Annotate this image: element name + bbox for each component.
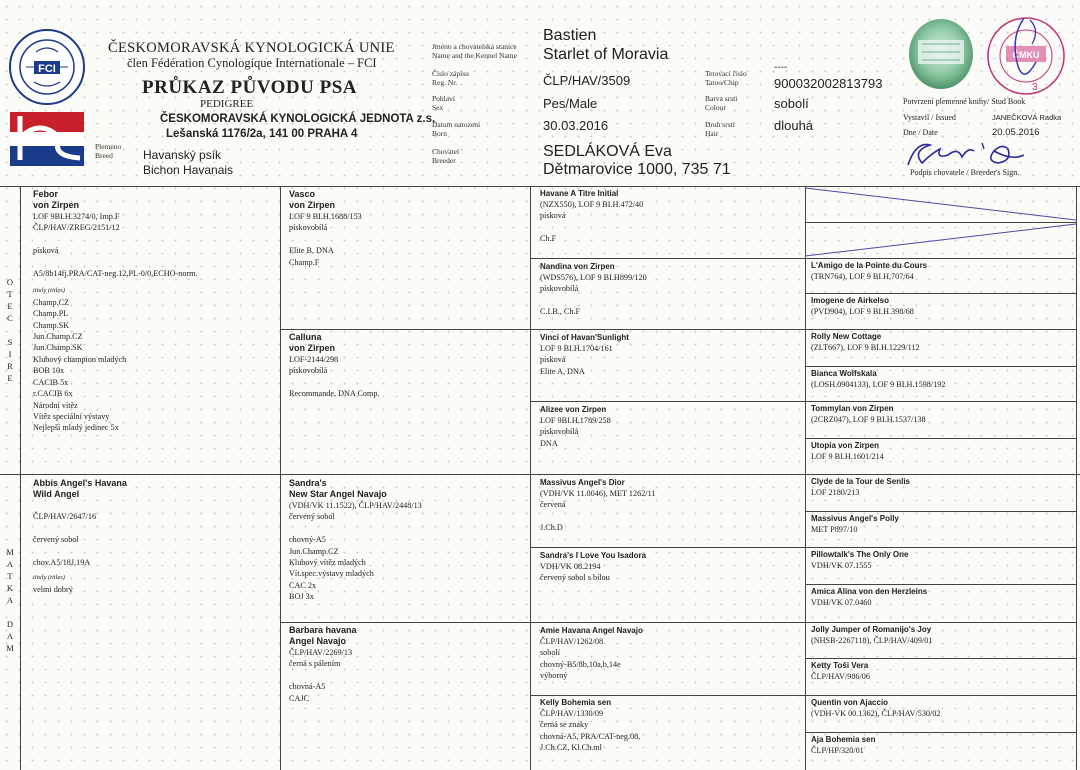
sire-side-letter: O	[6, 277, 14, 287]
ancestor-name: Massivus Angel's Polly	[811, 514, 899, 523]
dam-side-letter: M	[6, 547, 14, 557]
ancestor-name: Jolly Jumper of Romanijo's Joy	[811, 625, 932, 634]
ancestor-sdss	[811, 332, 1073, 365]
page-title: PRŮKAZ PŮVODU PSA	[142, 77, 358, 98]
org2-address: Lešanská 1176/2a, 141 00 PRAHA 4	[166, 128, 358, 140]
ancestor-details: (PVD904), LOF 9 BI.H.398/68	[811, 307, 914, 316]
dog-kennel: Starlet of Moravia	[543, 46, 669, 63]
ancestor-name: Aja Bohemia sen	[811, 735, 876, 744]
pedigree-grid	[0, 186, 1080, 770]
ancestor-name: Nandina von Zirpen	[540, 262, 615, 271]
breeder-sign-label: Podpis chovatele / Breeder's Sign.	[910, 168, 1020, 177]
ancestor-sss	[540, 189, 802, 257]
ancestor-details: (WDS576), LOF 9 BI.H899/120 pískovobílá C.I.B., Ch.F	[540, 273, 647, 317]
page-subtitle: PEDIGREE	[200, 98, 254, 110]
ancestor-name: Bianca Wolfskala	[811, 369, 877, 378]
ancestor-dsd	[540, 551, 802, 621]
studbook-confirm-label: Potvrzení plemenné knihy/ Stud Book	[903, 97, 1026, 106]
ancestor-dds	[540, 626, 802, 694]
dam-titles-label: tituly (titles)	[33, 574, 65, 582]
ancestor-sdds	[811, 404, 1073, 437]
fci-logo	[8, 28, 86, 106]
ancestor-name: L'Amigo de la Pointe du Cours	[811, 261, 928, 270]
breeder-address: Dětmarovice 1000, 735 71	[543, 161, 731, 178]
ancestor-details: VDH/VK 08.2194 červený sobol s bílou	[540, 562, 610, 583]
dam-side-letter	[4, 606, 16, 618]
dam-titles: velmi dobrý	[33, 584, 73, 594]
ancestor-dd	[289, 625, 527, 768]
issued-label: Vystavil / Issued	[903, 113, 956, 122]
ancestor-details: VDH/VK 07.0460	[811, 598, 872, 607]
org-name: ČESKOMORAVSKÁ KYNOLOGICKÁ UNIE	[108, 40, 395, 56]
dog-colour: sobolí	[774, 96, 809, 111]
ancestor-name: Utopia von Zirpen	[811, 441, 879, 450]
dam-side-letter: A	[6, 559, 14, 569]
ancestor-details: LOF 9 BI.H.1688/153 pískovobílá Elite B, DNA Champ.F	[289, 212, 362, 267]
ancestor-details: LOF 9 BI.H.1704/161 písková Elite A, DNA	[540, 344, 613, 376]
studbook-stamp	[984, 14, 1068, 96]
ancestor-details: (NZX550), LOF 9 BI.H.472/40 písková Ch.F	[540, 200, 644, 244]
sire-side-letter: C	[7, 313, 13, 323]
fci-logo-text: FCI	[38, 63, 56, 75]
dam-cell	[33, 478, 277, 768]
tattoo-dashes: ----	[774, 62, 788, 73]
ancestor-name: Sandra's New Star Angel Navajo	[289, 478, 387, 499]
breed-en: Bichon Havanais	[143, 163, 234, 177]
ancestor-ddds	[811, 698, 1073, 731]
ancestor-details: ČLP/HAV/2269/13 černá s pálením chovná-A5 CAJC	[289, 648, 353, 703]
born-label: Datum narození Born	[432, 120, 481, 138]
dam-side-letter: M	[6, 643, 14, 653]
ancestor-dssd	[811, 514, 1073, 546]
ancestor-ds	[289, 478, 527, 620]
dog-name: Bastien	[543, 27, 597, 44]
ancestor-details: LOF-2144/298 pískovobílá Recommande, DNA Comp.	[289, 355, 380, 399]
dam-name: Abbis Angel's Havana Wild Angel	[33, 478, 127, 499]
ancestor-details: ČLP/HAV/1330/09 černá se znaky chovná-A5, PRA/CAT-neg.08, J.Ch.CZ, Kl.Ch.ml	[540, 709, 641, 753]
ancestor-name: Vinci of Havan'Sunlight	[540, 333, 629, 342]
sire-cell	[33, 189, 277, 471]
reg-label: Číslo zápisu Reg. Nr.	[432, 69, 469, 87]
sire-side-letter: R	[7, 361, 13, 371]
dog-sex: Pes/Male	[543, 96, 598, 111]
dog-born: 30.03.2016	[543, 118, 609, 133]
issue-date: 20.05.2016	[992, 127, 1040, 138]
sex-label: Pohlaví Sex	[432, 94, 455, 112]
date-label: Dne / Date	[903, 128, 938, 137]
ancestor-details: (VDH/VK 11.0046), MET 1262/11 červená J.Ch.D	[540, 489, 656, 533]
ancestor-ssdd	[811, 296, 1073, 328]
sire-side-letter: E	[7, 373, 13, 383]
dam-side-label	[4, 546, 16, 654]
ancestor-name: Pillowtalk's The Only One	[811, 550, 909, 559]
ancestor-details: (ZLT667), LOF 9 BI.H.1229/112	[811, 343, 920, 352]
ancestor-details: VDH/VK 07.1555	[811, 561, 872, 570]
sire-side-letter: E	[7, 301, 13, 311]
sire-side-letter	[4, 324, 16, 336]
dam-details: ČLP/HAV/2647/16 červený sobol chov.A5/18J,19A	[33, 512, 97, 568]
ancestor-details: (LOSH.0904133), LOF 9 BI.H.1598/192	[811, 380, 946, 389]
ancestor-name: Havane A Titre Initial	[540, 189, 619, 198]
breeder-label: Chovatel Breeder	[432, 147, 460, 165]
ancestor-details: (VDH/VK 11.1522), ČLP/HAV/2448/13 červený sobol chovný-A5 Jun.Champ.CZ Klubový vítěz mladých Vít.spec.výstavy mladých CAC 2x BOJ 3x	[289, 501, 422, 602]
ancestor-name: Barbara havana Angel Navajo	[289, 625, 357, 646]
svg-text:ČMKU: ČMKU	[1012, 50, 1040, 60]
dam-side-letter: T	[7, 571, 13, 581]
ancestor-ddss	[811, 625, 1073, 657]
org2-name: ČESKOMORAVSKÁ KYNOLOGICKÁ JEDNOTA z.s.	[160, 113, 436, 125]
ancestor-sdd	[540, 405, 802, 473]
ancestor-details: (2CRZ047), LOF 9 BI.H.1537/138	[811, 415, 926, 424]
dam-side-letter: A	[6, 595, 14, 605]
ancestor-name: Kelly Bohemia sen	[540, 698, 612, 707]
ancestor-ddd	[540, 698, 802, 768]
breeder-name: SEDLÁKOVÁ Eva	[543, 143, 672, 160]
name-label: Jméno a chovatelská stanice Name and the Kennel Name	[432, 42, 517, 60]
ancestor-details: (VDH-VK 00.1362), ČLP/HAV/530/02	[811, 709, 941, 718]
ancestor-details: LOF 2180/213	[811, 488, 860, 497]
ancestor-name: Amica Alina von den Herzleins	[811, 587, 928, 596]
breeder-signature	[900, 137, 1050, 171]
breed-cz: Havanský psík	[143, 148, 222, 162]
sire-name: Febor von Zirpen	[33, 189, 80, 210]
empty-cell-strike	[805, 186, 1076, 258]
breed-label: Plemeno Breed	[95, 142, 122, 160]
ancestor-dsdd	[811, 587, 1073, 621]
ancestor-name: Massivus Angel's Dior	[540, 478, 625, 487]
ancestor-name: Quentin von Ajaccio	[811, 698, 889, 707]
ancestor-details: LOF 9 BI.H.1601/214	[811, 452, 884, 461]
dog-reg: ČLP/HAV/3509	[543, 73, 631, 88]
ancestor-dsss	[811, 477, 1073, 510]
ancestor-details: ČLP/HAV/1262/08 sobolí chovný-B5/8b,10a,b,14e výborný	[540, 637, 621, 681]
ancestor-name: Imogene de Airkelso	[811, 296, 889, 305]
tattoo-label: Tetovací číslo Tatoo/Chip	[705, 69, 747, 87]
sire-side-letter: S	[7, 337, 13, 347]
chip-number: 900032002813793	[774, 76, 883, 91]
ancestor-details: ČLP/HAV/986/06	[811, 672, 870, 681]
ancestor-name: Rolly New Cottage	[811, 332, 882, 341]
ancestor-name: Amie Havana Angel Navajo	[540, 626, 643, 635]
sire-side-letter: I	[8, 349, 12, 359]
issued-by: JANEČKOVÁ Radka	[992, 113, 1062, 122]
ancestor-ssd	[540, 262, 802, 328]
ancestor-sddd	[811, 441, 1073, 473]
ancestor-ddsd	[811, 661, 1073, 694]
ancestor-ss	[289, 189, 527, 327]
dam-side-letter: A	[6, 631, 14, 641]
sire-details: LOF 9BI.H.3274/0, Imp.F ČLP/HAV/ZREG/2151/12 písková A5/8b14fj.PRA/CAT-neg.12,PL-0/0,ECHO-norm.	[33, 212, 198, 279]
ancestor-name: Clyde de la Tour de Senlis	[811, 477, 910, 486]
hair-label: Druh srsti Hair	[705, 120, 735, 138]
sire-side-label	[4, 276, 16, 384]
hologram-seal	[908, 18, 974, 90]
ancestor-ssds	[811, 261, 1073, 292]
ancestor-name: Sandra's I Love You Isadora	[540, 551, 647, 560]
ancestor-sdsd	[811, 369, 1073, 400]
ancestor-name: Tommylan von Zirpen	[811, 404, 894, 413]
colour-label: Barva srsti Colour	[705, 94, 738, 112]
ancestor-name: Calluna von Zirpen	[289, 332, 336, 353]
sire-titles: Champ.CZ Champ.PL Champ.SK Jun.Champ.CZ Jun.Champ.SK Klubový champion mladých BOB 10x CACIB 5x r.CACIB 6x Národní vítěz Vítěz speciální výstavy Nejlepší mladý jedinec 5x	[33, 297, 127, 433]
ancestor-dddd	[811, 735, 1073, 769]
dam-side-letter: K	[6, 583, 14, 593]
ancestor-name: Ketty Toši Vera	[811, 661, 869, 670]
ancestor-details: (TRN764), LOF 9 BI.H.707/64	[811, 272, 914, 281]
ancestor-details: ČLP/HP/320/01	[811, 746, 864, 755]
ancestor-dsds	[811, 550, 1073, 583]
sire-side-letter: T	[7, 289, 13, 299]
ancestor-sds	[540, 333, 802, 400]
ancestor-details: MET P897/10	[811, 525, 858, 534]
sire-titles-label: tituly (titles)	[33, 287, 65, 295]
org-member: člen Fédération Cynologique Internationale – FCI	[127, 56, 377, 70]
dam-side-letter: D	[6, 619, 14, 629]
ancestor-details: LOF 9BI.H.1789/258 pískovobílá DNA	[540, 416, 611, 448]
cmku-logo	[10, 112, 84, 166]
stamp-number: 3	[1032, 82, 1038, 93]
ancestor-details: (NHSB-2267118), ČLP/HAV/409/01	[811, 636, 933, 645]
ancestor-dss	[540, 478, 802, 546]
ancestor-sd	[289, 332, 527, 472]
ancestor-name: Vasco von Zirpen	[289, 189, 336, 210]
dog-hair: dlouhá	[774, 118, 814, 133]
ancestor-name: Alizee von Zirpen	[540, 405, 607, 414]
